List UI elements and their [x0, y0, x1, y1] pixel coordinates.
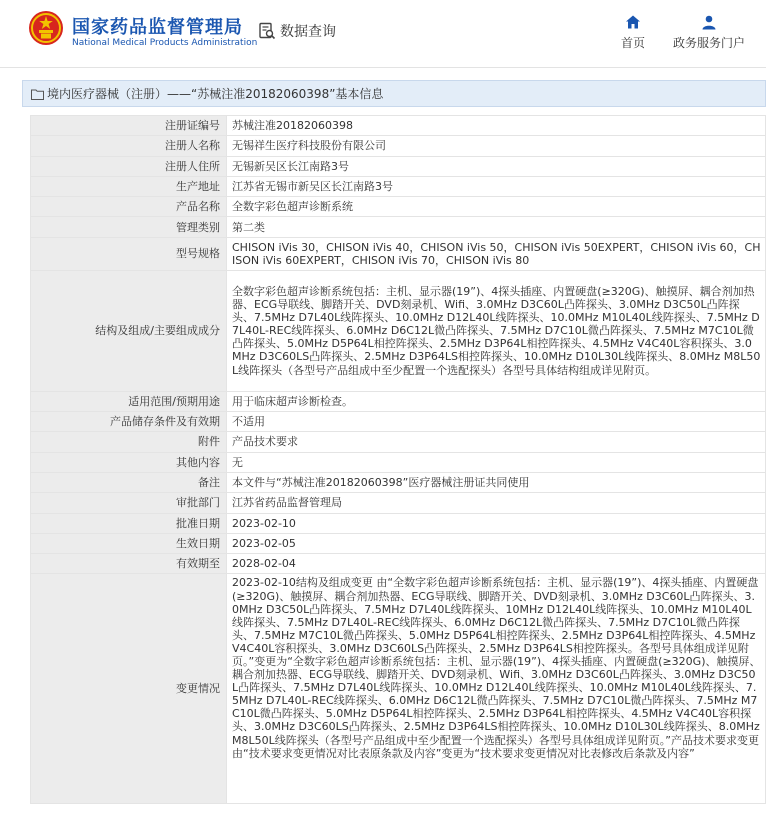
row-label: 有效期至 [31, 554, 227, 574]
table-row [31, 533, 766, 553]
site-name-cn[interactable]: 国家药品监督管理局 [72, 17, 243, 38]
row-label: 变更情况 [31, 574, 227, 804]
row-value: 江苏省药品监督管理局 [227, 493, 766, 513]
table-row [31, 156, 766, 176]
row-value: 无锡祥生医疗科技股份有限公司 [227, 136, 766, 156]
row-label: 结构及组成/主要组成成分 [31, 270, 227, 391]
row-value: 第二类 [227, 217, 766, 237]
row-label: 注册人名称 [31, 136, 227, 156]
row-label: 型号规格 [31, 237, 227, 270]
row-value: 不适用 [227, 412, 766, 432]
table-row [31, 197, 766, 217]
data-query-link[interactable] [258, 21, 336, 41]
row-label: 产品名称 [31, 197, 227, 217]
table-row [31, 554, 766, 574]
row-value: 用于临床超声诊断检查。 [227, 391, 766, 411]
table-row [31, 217, 766, 237]
table-row [31, 472, 766, 492]
table-row [31, 270, 766, 391]
table-row [31, 136, 766, 156]
row-label: 审批部门 [31, 493, 227, 513]
row-label: 备注 [31, 472, 227, 492]
nav-gov-portal[interactable] [664, 14, 754, 51]
document-search-icon [258, 22, 276, 40]
site-name-en: National Medical Products Administration [72, 38, 258, 48]
breadcrumb-text: 境内医疗器械（注册）——“苏械注准20182060398”基本信息 [47, 87, 384, 101]
table-row [31, 176, 766, 196]
row-value: 无 [227, 452, 766, 472]
data-query-label: 数据查询 [280, 24, 336, 40]
row-value: 2023-02-10 [227, 513, 766, 533]
home-icon [625, 14, 641, 30]
table-row [31, 493, 766, 513]
row-value: 全数字彩色超声诊断系统 [227, 197, 766, 217]
row-value: 本文件与“苏械注准20182060398”医疗器械注册证共同使用 [227, 472, 766, 492]
row-value: 2028-02-04 [227, 554, 766, 574]
row-label: 管理类别 [31, 217, 227, 237]
row-value: 江苏省无锡市新吴区长江南路3号 [227, 176, 766, 196]
table-row [31, 412, 766, 432]
row-label: 其他内容 [31, 452, 227, 472]
row-value: CHISON iVis 30，CHISON iVis 40，CHISON iVis 50，CHISON iVis 50EXPERT，CHISON iVis 60，CHISON iVis 60EXPERT，CHISON iVis 70，CHISON iVis 80 [227, 237, 766, 270]
user-icon [701, 14, 717, 30]
row-label: 适用范围/预期用途 [31, 391, 227, 411]
table-row [31, 432, 766, 452]
row-value: 无锡新吴区长江南路3号 [227, 156, 766, 176]
folder-icon [31, 88, 44, 100]
table-row [31, 574, 766, 804]
table-row [31, 513, 766, 533]
table-row [31, 391, 766, 411]
row-label: 附件 [31, 432, 227, 452]
row-label: 注册证编号 [31, 116, 227, 136]
row-label: 生效日期 [31, 533, 227, 553]
row-label: 批准日期 [31, 513, 227, 533]
row-value: 全数字彩色超声诊断系统包括：主机、显示器(19”)、4探头插座、内置硬盘(≥320G)、触摸屏、耦合剂加热器、ECG导联线、脚踏开关、DVD刻录机、Wifi、3.0MHz D3C60L凸阵探头、3.0MHz D3C50L凸阵探头、7.5MHz D7L40L线阵探头、10.0MHz D12L40L线阵探头、10.0MHz M10L40L线阵探头、7.5MHz D7L40L-REC线阵探头、6.0MHz D6C12L微凸阵探头、7.5MHz D7C10L微凸阵探头、7.5MHz M7C10L微凸阵探头、5.0MHz D5P64L相控阵探头、2.5MHz D3P64L相控阵探头、4.5MHz V4C40L容积探头、3.0MHz D3C60LS凸阵探头、2.5MHz D3P64LS相控阵探头、10.0MHz D10L30L线阵探头、8.0MHz M8L50L线阵探头（各型号产品组成中至少配置一个选配探头）各型号具体结构组成详见附页。 [227, 270, 766, 391]
nav-home-label: 首页 [620, 36, 645, 50]
row-label: 产品储存条件及有效期 [31, 412, 227, 432]
row-value: 产品技术要求 [227, 432, 766, 452]
row-label: 生产地址 [31, 176, 227, 196]
row-value: 2023-02-10结构及组成变更 由“全数字彩色超声诊断系统包括：主机、显示器(19”)、4探头插座、内置硬盘(≥320G)、触摸屏、耦合剂加热器、ECG导联线、脚踏开关、DVD刻录机、3.0MHz D3C60L凸阵探头、3.0MHz D3C50L凸阵探头、7.5MHz D7L40L线阵探头、10MHz D12L40L线阵探头、10.0MHz M10L40L线阵探头、7.5MHz D7L40L-REC线阵探头、6.0MHz D6C12L微凸阵探头、7.5MHz D7C10L微凸阵探头、7.5MHz M7C10L微凸阵探头、5.0MHz D5P64L相控阵探头、2.5MHz D3P64L相控阵探头、4.5MHz V4C40L容积探头、3.0MHz D3C60LS凸阵探头、2.5MHz D3P64LS相控阵探头。各型号具体组成详见附页。”变更为“全数字彩色超声诊断系统包括：主机、显示器(19”)、4探头插座、内置硬盘(≥320G)、触摸屏、耦合剂加热器、ECG导联线、脚踏开关、DVD刻录机、Wifi、3.0MHz D3C60L凸阵探头、3.0MHz D3C50L凸阵探头、7.5MHz D7L40L线阵探头、10.0MHz D12L40L线阵探头、10.0MHz M10L40L线阵探头、7.5MHz D7L40L-REC线阵探头、6.0MHz D6C12L微凸阵探头、7.5MHz D7C10L微凸阵探头、7.5MHz M7C10L微凸阵探头、5.0MHz D5P64L相控阵探头、2.5MHz D3P64L相控阵探头、4.5MHz V4C40L容积探头、3.0MHz D3C60LS凸阵探头、2.5MHz D3P64LS相控阵探头、10.0MHz D10L30L线阵探头、8.0MHz M8L50L线阵探头（各型号产品组成中至少配置一个选配探头）各型号具体组成详见附页。”产品技术要求变更 由“技术要求变更情况对比表原条款及内容”变更为“技术要求变更情况对比表修改后条款及内容” [227, 574, 766, 804]
table-row [31, 237, 766, 270]
row-label: 注册人住所 [31, 156, 227, 176]
row-value: 2023-02-05 [227, 533, 766, 553]
table-row [31, 452, 766, 472]
registration-detail-table [30, 115, 766, 804]
nav-gov-portal-label: 政务服务门户 [672, 36, 745, 50]
national-emblem-icon[interactable] [28, 10, 64, 46]
site-header [0, 0, 766, 68]
table-row [31, 116, 766, 136]
row-value: 苏械注准20182060398 [227, 116, 766, 136]
breadcrumb [22, 80, 766, 107]
